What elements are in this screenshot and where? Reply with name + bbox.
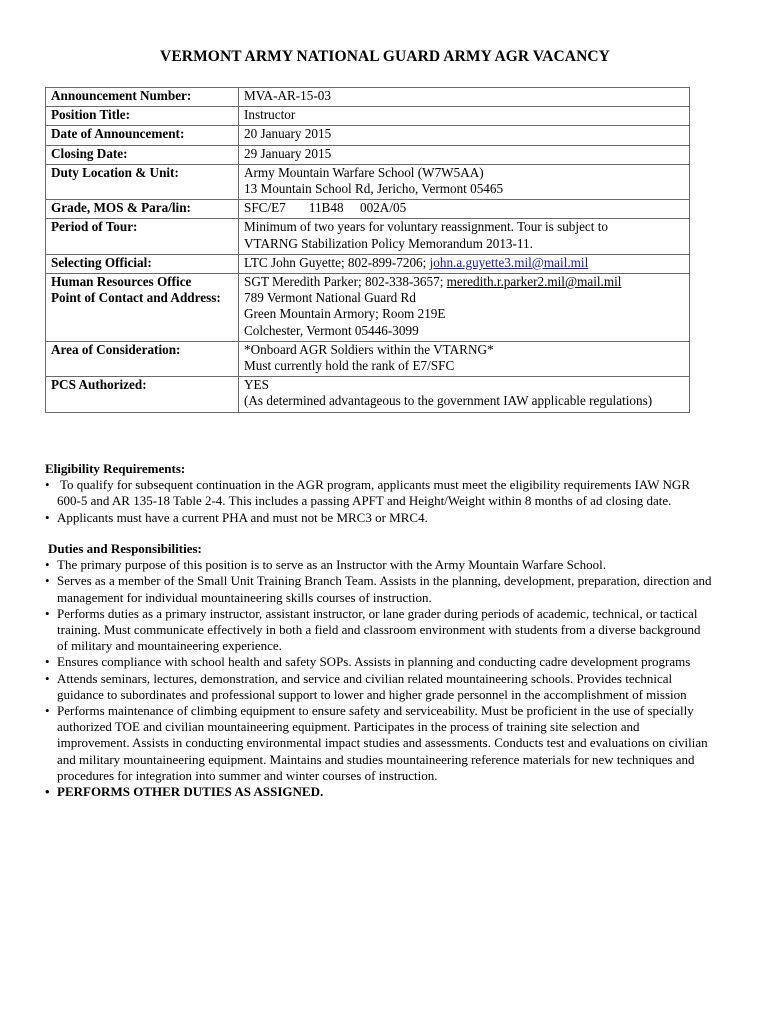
date-of-announcement-label: Date of Announcement: [46,126,239,145]
duty-location-line: Army Mountain Warfare School (W7W5AA) [244,164,484,180]
duty-text: Performs duties as a primary instructor, assistant instructor, or lane grader during periods of academic, technical, or tactical [57,605,698,621]
list-item [45,671,735,703]
hr-office-label [46,274,239,342]
eligibility-list [45,477,735,526]
duties-heading: Duties and Responsibilities: [48,541,202,556]
duty-text: of military and mountaineering experience. [57,638,282,654]
duty-text: PERFORMS OTHER DUTIES AS ASSIGNED. [57,784,324,800]
selecting-official-text: LTC John Guyette; 802-899-7206; [244,254,430,270]
pcs-authorized-line: YES [244,377,269,393]
selecting-official-email-link[interactable]: john.a.guyette3.mil@mail.mil [429,254,589,270]
area-of-consideration-label: Area of Consideration: [46,341,239,376]
list-item [45,573,735,605]
period-of-tour-label: Period of Tour: [46,219,239,254]
duty-text: improvement. Assists in conducting environmental impact studies and assessments. Conducts test and evaluations on civilian [57,735,708,751]
closing-date-label: Closing Date: [46,145,239,164]
date-of-announcement-value: 20 January 2015 [239,126,690,145]
area-of-consideration-value [239,341,690,376]
row-date-of-announcement [46,126,690,145]
vacancy-info-table [45,87,690,413]
hr-office-label-line: Point of Contact and Address: [51,290,221,306]
eligibility-heading: Eligibility Requirements: [45,461,186,476]
bullet-icon: • [45,703,50,719]
list-item [45,606,735,655]
hr-contact-text: SGT Meredith Parker; 802-338-3657; [244,274,447,290]
position-title-value: Instructor [239,107,690,126]
grade-mos-value [239,200,690,219]
bullet-icon: • [45,509,50,525]
list-item [45,784,735,800]
pcs-authorized-value [239,377,690,412]
bullet-icon: • [45,557,50,573]
hr-address-line: 789 Vermont National Guard Rd [244,290,416,306]
area-of-consideration-line: Must currently hold the rank of E7/SFC [244,358,455,374]
bullet-icon: • [45,477,50,493]
pcs-authorized-line: (As determined advantageous to the government IAW applicable regulations) [244,393,653,409]
grade-mos-text: SFC/E7 11B48 002A/05 [244,200,407,216]
area-of-consideration-line: *Onboard AGR Soldiers within the VTARNG* [244,341,494,357]
row-selecting-official [46,254,690,273]
selecting-official-label: Selecting Official: [46,254,239,273]
row-period-of-tour [46,219,690,254]
hr-address-line: Colchester, Vermont 05446-3099 [244,322,419,338]
duty-text: Ensures compliance with school health and safety SOPs. Assists in planning and conducting cadre development programs [57,654,691,670]
hr-address-line: Green Mountain Armory; Room 219E [244,306,446,322]
period-of-tour-line: VTARNG Stabilization Policy Memorandum 2013-11. [244,235,533,251]
duty-text: Attends seminars, lectures, demonstration, and service and civilian related mountaineering schools. Provides technical [57,670,673,686]
period-of-tour-line: Minimum of two years for voluntary reassignment. Tour is subject to [244,219,608,235]
duty-text: Serves as a member of the Small Unit Training Branch Team. Assists in the planning, development, preparation, direction and [57,573,712,589]
bullet-icon: • [45,654,50,670]
hr-office-value [239,274,690,342]
duty-text: procedures for integration into summer and winter courses of instruction. [57,767,438,783]
duty-text: Performs maintenance of climbing equipment to ensure safety and serviceability. Must be proficient in the use of specially [57,703,694,719]
hr-office-label-line: Human Resources Office [51,274,192,290]
duty-location-label: Duty Location & Unit: [46,164,239,199]
row-closing-date [46,145,690,164]
duty-text: The primary purpose of this position is to serve as an Instructor with the Army Mountain Warfare School. [57,557,606,573]
announcement-number-label: Announcement Number: [46,88,239,107]
duty-text: management for individual mountaineering skills courses of instruction. [57,589,432,605]
duty-text: authorized TOE and civilian mountaineering equipment. Participates in the process of training site selection and [57,719,640,735]
list-item [45,510,735,526]
eligibility-text: Applicants must have a current PHA and must not be MRC3 or MRC4. [57,509,428,525]
bullet-icon: • [45,573,50,589]
closing-date-value: 29 January 2015 [239,145,690,164]
row-position-title [46,107,690,126]
bullet-icon: • [45,784,50,800]
row-pcs-authorized [46,377,690,412]
grade-mos-label: Grade, MOS & Para/lin: [46,200,239,219]
eligibility-text: 600-5 and AR 135-18 Table 2-4. This includes a passing APFT and Height/Weight within 8 months of ad closing date. [57,493,672,509]
duty-text: training. Must communicate effectively in both a field and classroom environment with students from a diverse background [57,622,701,638]
row-announcement-number [46,88,690,107]
duty-location-line: 13 Mountain School Rd, Jericho, Vermont 05465 [244,181,504,197]
duty-text: and military mountaineering equipment. Maintains and studies mountaineering reference materials for new techniques and [57,751,695,767]
pcs-authorized-label: PCS Authorized: [46,377,239,412]
row-area-of-consideration [46,341,690,376]
duty-location-value [239,164,690,199]
eligibility-text: To qualify for subsequent continuation in the AGR program, applicants must meet the eligibility requirements IAW NGR [60,477,690,493]
bullet-icon: • [45,670,50,686]
row-grade-mos [46,200,690,219]
duty-text: guidance to subordinates and professional support to lower and higher grade personnel in the accomplishment of mission [57,686,687,702]
selecting-official-value [239,254,690,273]
eligibility-section [45,461,735,526]
hr-contact-email-link[interactable]: meredith.r.parker2.mil@mail.mil [446,274,622,290]
row-duty-location [46,164,690,199]
list-item [45,654,735,670]
list-item [45,703,735,784]
duties-list [45,557,735,800]
row-hr-office [46,274,690,342]
page-title: VERMONT ARMY NATIONAL GUARD ARMY AGR VACANCY [160,48,610,65]
list-item [45,557,735,573]
bullet-icon: • [45,605,50,621]
list-item [45,477,735,509]
period-of-tour-value [239,219,690,254]
announcement-number-value: MVA-AR-15-03 [239,88,690,107]
duties-section [45,541,735,800]
position-title-label: Position Title: [46,107,239,126]
